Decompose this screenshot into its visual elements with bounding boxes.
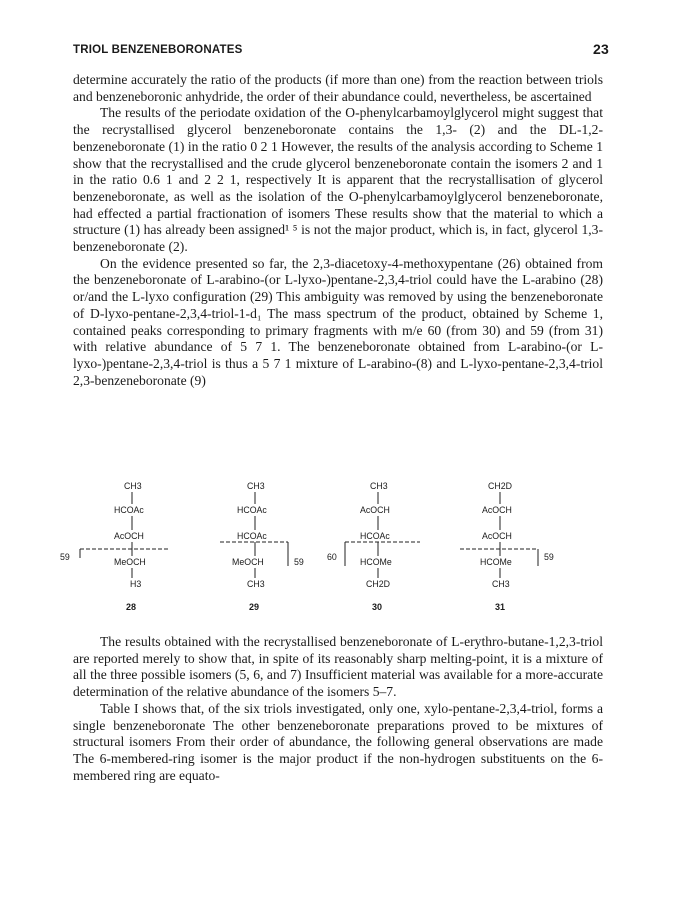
formula-group: HCOMe xyxy=(480,557,512,567)
fragment-mass: 59 xyxy=(60,552,70,562)
formula-group: HCOAc xyxy=(237,505,267,515)
formula-group: CH2D xyxy=(488,481,512,491)
formula-group: CH3 xyxy=(124,481,142,491)
formula-group: AcOCH xyxy=(482,505,512,515)
formula-group: CH3 xyxy=(247,481,265,491)
formula-group: HCOAc xyxy=(237,531,267,541)
compound-number: 31 xyxy=(495,602,506,612)
fragment-mass: 60 xyxy=(327,552,337,562)
paragraph: determine accurately the ratio of the products (if more than one) from the reaction between triols and benzeneboronic anhydride, the order of their abundance could, nevertheless, be ascertained xyxy=(73,72,603,104)
formula-group: MeOCH xyxy=(114,557,146,567)
body-text-top xyxy=(73,72,603,389)
running-title: TRIOL BENZENEBORONATES xyxy=(73,44,243,56)
formula-group: CH3 xyxy=(492,579,510,589)
formula-group: AcOCH xyxy=(360,505,390,515)
structure-scheme xyxy=(50,478,640,618)
formula-group: MeOCH xyxy=(232,557,264,567)
structure-bonds xyxy=(50,478,640,618)
fragment-mass: 59 xyxy=(544,552,554,562)
formula-group: CH3 xyxy=(247,579,265,589)
compound-number: 29 xyxy=(249,602,260,612)
compound-number: 28 xyxy=(126,602,137,612)
compound-number: 30 xyxy=(372,602,383,612)
paragraph: Table I shows that, of the six triols investigated, only one, xylo-pentane-2,3,4-triol, forms a single benzeneboronate The other benzeneboronate preparations proved to be mixtures of structural isomers From their order of abundance, the following general observations are made The 6-membered-ring isomer is the major product if the non-hydrogen substituents on the 6-membered ring are equato- xyxy=(73,700,603,783)
body-text-bottom xyxy=(73,634,603,784)
paragraph: The results of the periodate oxidation of the O-phenylcarbamoylglycerol might suggest that the recrystallised glycerol benzeneboronate contains the 1,3- (2) and the DL-1,2-benzeneboronate (1) in the ratio 0 2 1 However, the results of the analysis according to Scheme 1 show that the recrystallised and the crude glycerol benzeneboronate contain the isomers 2 and 1 in the ratio 0.6 1 and 2 2 1, respectively It is apparent that the recrystallisation of glycerol benzeneboronate, as well as the isolation of the O-phenylcarbamoylglycerol benzeneboronate, had effected a partial fractionation of isomers These results show that the material to which a structure (1) has already been assigned¹ ⁵ is not the major product, which is, in fact, glycerol 1,3-benzeneboronate (2). xyxy=(73,105,603,255)
paragraph: On the evidence presented so far, the 2,3-diacetoxy-4-methoxypentane (26) obtained from the benzeneboronate of L-arabino-(or L-lyxo-)pentane-2,3,4-triol could have the L-arabino (28) or/and the L-lyxo configuration (29) This ambiguity was removed by using the benzeneboronate of D-lyxo-pentane-2,3,4-triol-1-d₁ The mass spectrum of the product, obtained by Scheme 1, contained peaks corresponding to primary fragments with m/e 60 (from 30) and 59 (from 31) with relative abundance of 5 7 1. The benzeneboronate obtained from L-arabino-(or L-lyxo-)pentane-2,3,4-triol is thus a 5 7 1 mixture of L-arabino-(8) and L-lyxo-pentane-2,3,4-triol 2,3-benzeneboronate (9) xyxy=(73,255,603,388)
page-number: 23 xyxy=(593,41,609,57)
formula-group: HCOMe xyxy=(360,557,392,567)
fragment-mass: 59 xyxy=(294,557,304,567)
formula-group: AcOCH xyxy=(482,531,512,541)
formula-group: AcOCH xyxy=(114,531,144,541)
formula-group: HCOAc xyxy=(114,505,144,515)
formula-group: CH2D xyxy=(366,579,390,589)
formula-group: CH3 xyxy=(370,481,388,491)
formula-group: H3 xyxy=(130,579,142,589)
paragraph: The results obtained with the recrystallised benzeneboronate of L-erythro-butane-1,2,3-triol are reported merely to show that, in spite of its reasonably sharp melting-point, it is a mixture of all the three possible isomers (5, 6, and 7) Insufficient material was available for a more-accurate determination of the relative abundance of the isomers 5–7. xyxy=(73,634,603,700)
formula-group: HCOAc xyxy=(360,531,390,541)
